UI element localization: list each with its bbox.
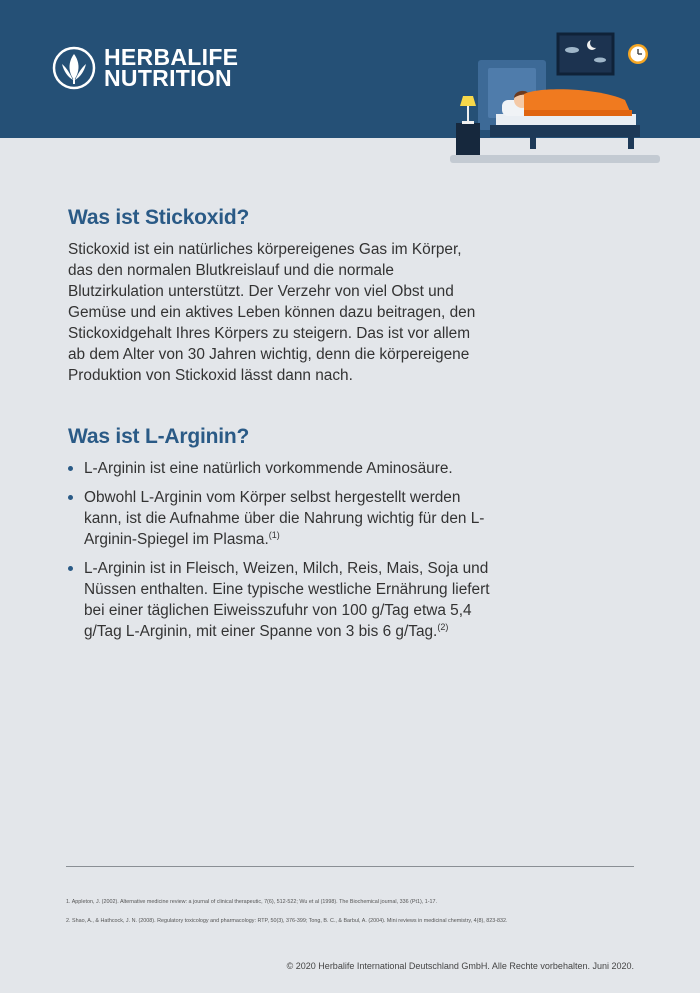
brand-logo (52, 46, 238, 90)
arginine-bullet-list (66, 458, 496, 650)
night-window (558, 34, 613, 74)
section1-heading: Was ist Stickoxid? (68, 206, 250, 229)
header-banner (0, 0, 700, 138)
section1-paragraph: Stickoxid ist ein natürliches körpereigenes Gas im Körper, das den normalen Blutkreislauf und die normale Blutzirkulation unterstützt. Der Verzehr von viel Obst und Gemüse und ein aktives Leben können dazu beitragen, den Stickoxidgehalt Ihres Körpers zu steigern. Das ist vor allem ab dem Alter von 30 Jahren wichtig, denn die körpereigene Produktion von Stickoxid lässt dann nach. (68, 241, 476, 384)
footnote-divider (66, 866, 634, 867)
nightstand (456, 123, 480, 157)
bullet-item (66, 458, 496, 479)
sleeping-person-illustration (450, 30, 660, 165)
footnote-1: 1. Appleton, J. (2002). Alternative medicine review: a journal of clinical therapeutic, 7(6), 512-522; Wu et al (1998). The Biochemical journal, 336 (Pt1), 1-17. (66, 899, 438, 905)
section2-heading: Was ist L-Arginin? (68, 425, 250, 448)
copyright-notice: © 2020 Herbalife International Deutschland GmbH. Alle Rechte vorbehalten. Juni 2020. (286, 961, 634, 971)
bullet-item (66, 487, 496, 550)
bullet-text: L-Arginin ist in Fleisch, Weizen, Milch, Reis, Mais, Soja und Nüssen enthalten. Eine typische westliche Ernährung liefert bei einer täglichen Eiweisszufuhr von 100 g/Tag etwa 5,4 g/Tag L-Arginin, mit einer Spanne von 3 bis 6 g/Tag. (84, 560, 490, 640)
brand-line1: HERBALIFE (104, 44, 239, 70)
footnote-2: 2. Shao, A., & Hathcock, J. N. (2008). Regulatory toxicology and pharmacology: RTP, 50(3), 376-399; Tong, B. C., & Barbul, A. (2004). Mini reviews in medicinal chemistry, 4(8), 823-832. (66, 918, 508, 924)
bullet-text: Obwohl L-Arginin vom Körper selbst hergestellt werden kann, ist die Aufnahme über die Nahrung wichtig für den L-Arginin-Spiegel im Plasma. (84, 489, 485, 548)
brand-name (104, 44, 239, 91)
brand-line2: NUTRITION (104, 65, 232, 91)
lamp-icon (460, 96, 476, 106)
bullet-text: L-Arginin ist eine natürlich vorkommende Aminosäure. (84, 460, 453, 477)
bullet-item (66, 558, 496, 642)
herbalife-leaf-logo-icon (52, 46, 96, 90)
bullet-ref: (2) (437, 621, 449, 632)
section-stickoxid (68, 206, 488, 386)
bullet-ref: (1) (268, 529, 280, 540)
